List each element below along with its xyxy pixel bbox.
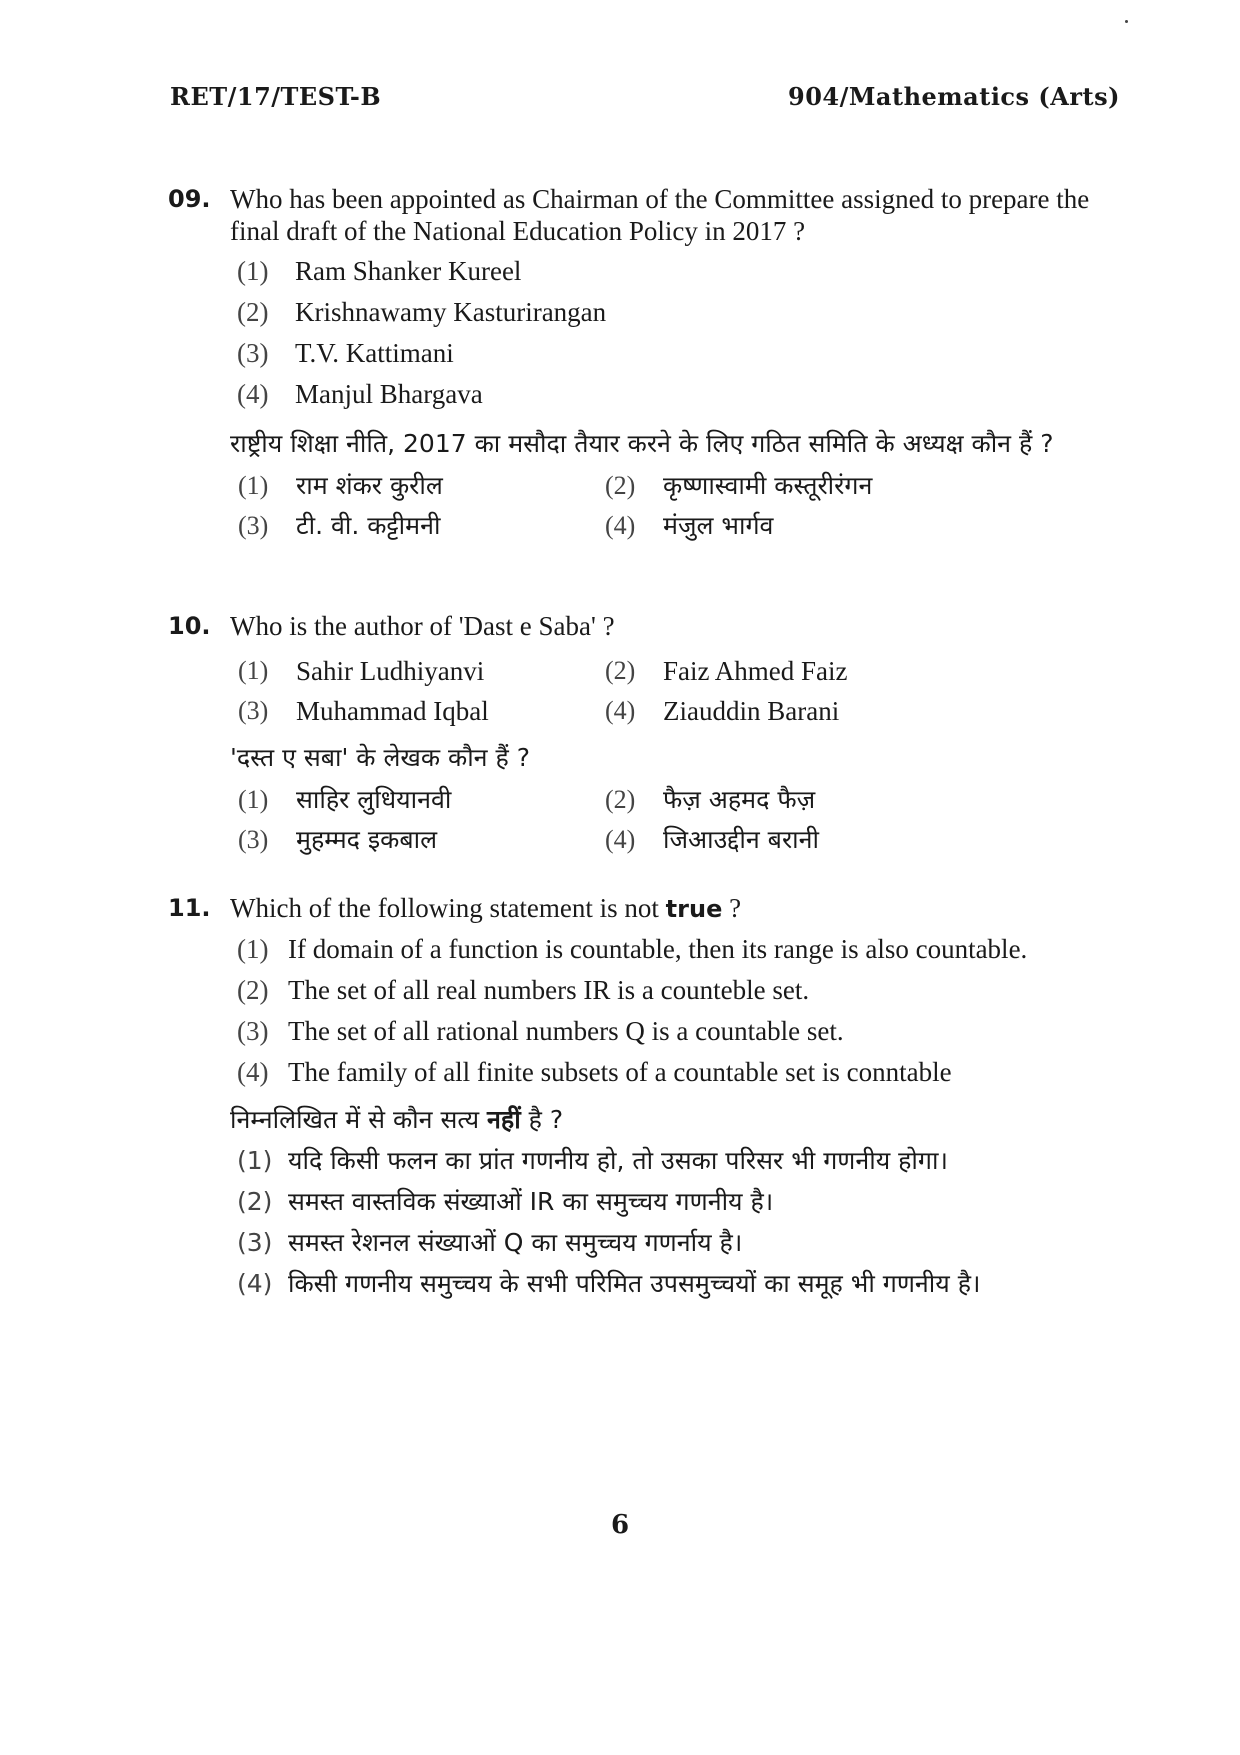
- question-number: 09.: [168, 185, 211, 213]
- scan-speck: [1125, 20, 1128, 23]
- question-10: [160, 610, 1120, 857]
- option-en: (4) The family of all finite subsets of a countable set is conntable: [237, 1057, 952, 1087]
- option-hi: (4) मंजुल भार्गव: [605, 511, 774, 540]
- option-en: (1) If domain of a function is countable, then its range is also countable.: [237, 934, 1028, 964]
- option-hi: (1) यदि किसी फलन का प्रांत गणनीय हो, तो उसका परिसर भी गणनीय होगा।: [237, 1146, 948, 1175]
- question-11-options-hi: [160, 1145, 1120, 1300]
- option-hi: (3) मुहम्मद इकबाल: [238, 825, 438, 854]
- option-hi: (1) राम शंकर कुरील: [238, 471, 443, 500]
- question-09: [160, 183, 1120, 543]
- page-number: 6: [610, 1510, 630, 1540]
- question-11-text-en: 11. Which of the following statement is not true ?: [168, 893, 742, 923]
- option-hi: (2) कृष्णास्वामी कस्तूरीरंगन: [605, 471, 873, 500]
- question-11: [160, 892, 1120, 1309]
- question-number: 11.: [168, 894, 211, 922]
- option-en: (2) Faiz Ahmed Faiz: [605, 656, 848, 686]
- option-hi: (3) समस्त रेशनल संख्याओं Q का समुच्चय गणर्नाय है।: [237, 1228, 743, 1257]
- question-09-text-hi: राष्ट्रीय शिक्षा नीति, 2017 का मसौदा तैयार करने के लिए गठित समिति के अध्यक्ष कौन हैं ?: [230, 429, 1054, 458]
- option-hi: (2) फैज़ अहमद फैज़: [605, 785, 816, 814]
- option-hi: (4) जिआउद्दीन बरानी: [605, 825, 819, 854]
- question-10-options-hi: [160, 783, 1120, 857]
- question-11-text-hi: निम्नलिखित में से कौन सत्य नहीं है ?: [230, 1105, 564, 1134]
- option-hi: (3) टी. वी. कट्टीमनी: [238, 511, 441, 540]
- question-number: 10.: [168, 612, 211, 640]
- option-hi: (4) किसी गणनीय समुच्चय के सभी परिमित उपसमुच्चयों का समूह भी गणनीय है।: [237, 1269, 981, 1298]
- option-en: (2) The set of all real numbers IR is a counteble set.: [237, 975, 810, 1005]
- option-en: (1) Ram Shanker Kureel: [237, 256, 522, 286]
- question-10-text-hi: 'दस्त ए सबा' के लेखक कौन हैं ?: [230, 743, 530, 772]
- question-10-options-en: [160, 654, 1120, 728]
- option-hi: (1) साहिर लुधियानवी: [238, 785, 452, 814]
- question-09-text-en: 09. Who has been appointed as Chairman of the Committee assigned to prepare the final draft of the National Education Policy in 2017 ?: [168, 184, 1090, 246]
- option-en: (4) Ziauddin Barani: [605, 696, 840, 726]
- header-test-code: RET/17/TEST-B: [170, 82, 382, 111]
- question-09-options-en: [160, 255, 1120, 410]
- option-en: (4) Manjul Bhargava: [237, 379, 483, 409]
- option-en: (3) Muhammad Iqbal: [238, 696, 489, 726]
- question-11-options-en: [160, 933, 1120, 1088]
- option-en: (3) The set of all rational numbers Q is a countable set.: [237, 1016, 844, 1046]
- option-hi: (2) समस्त वास्तविक संख्याओं IR का समुच्चय गणनीय है।: [237, 1187, 774, 1216]
- question-09-options-hi: [160, 469, 1120, 543]
- option-en: (2) Krishnawamy Kasturirangan: [237, 297, 607, 327]
- header-subject: 904/Mathematics (Arts): [788, 82, 1120, 111]
- option-en: (1) Sahir Ludhiyanvi: [238, 656, 485, 686]
- option-en: (3) T.V. Kattimani: [237, 338, 454, 368]
- question-10-text-en: 10. Who is the author of 'Dast e Saba' ?: [168, 611, 615, 641]
